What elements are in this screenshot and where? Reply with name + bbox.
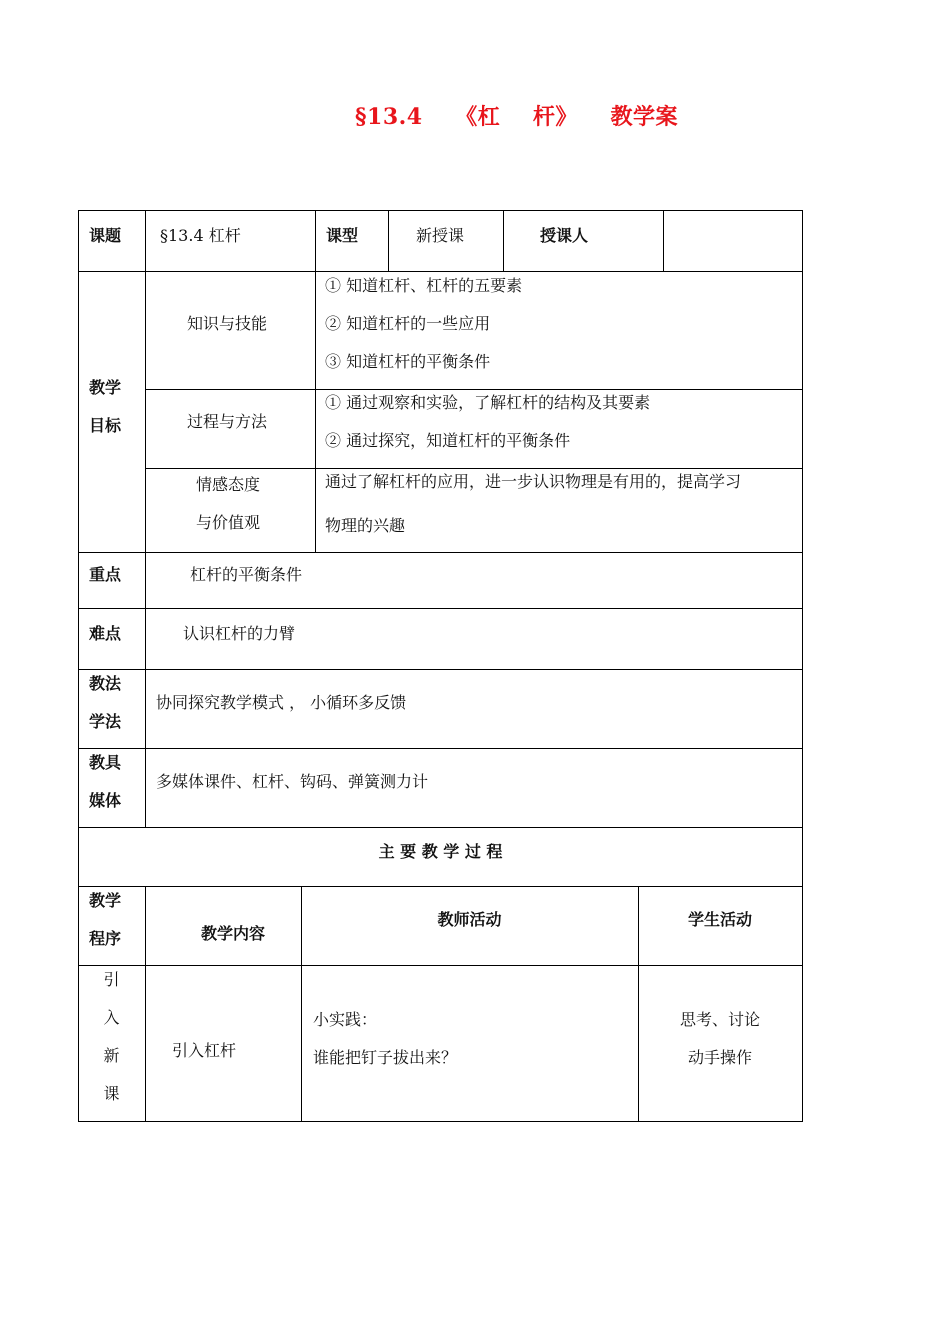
row-divider <box>145 468 803 469</box>
knowledge-label: 知识与技能 <box>187 314 268 333</box>
process-method-label: 过程与方法 <box>187 412 268 431</box>
knowledge-item: ③ 知道杠杆的平衡条件 <box>325 352 491 371</box>
method-value: 协同探究教学模式 ， 小循环多反馈 <box>156 693 407 712</box>
method-label: 教法 学法 <box>89 674 122 731</box>
difficulty-value: 认识杠杆的力臂 <box>183 624 296 643</box>
knowledge-item: ② 知道杠杆的一些应用 <box>325 314 491 333</box>
tools-label: 教具 媒体 <box>89 753 122 810</box>
step-column-header: 教学 程序 <box>89 891 122 948</box>
key-point-value: 杠杆的平衡条件 <box>190 565 303 584</box>
row-divider <box>78 271 803 272</box>
emotion-text: 通过了解杠杆的应用，进一步认识物理是有用的，提高学习 <box>325 472 742 491</box>
table-border-right <box>802 210 803 1122</box>
student-column-header: 学生活动 <box>687 910 752 929</box>
goals-label: 教学 目标 <box>89 378 122 435</box>
row-divider <box>78 965 803 966</box>
row-divider <box>145 389 803 390</box>
topic-value: §13.4 杠杆 <box>160 226 241 245</box>
teacher-label: 授课人 <box>540 226 589 245</box>
table-border-bottom <box>78 1121 803 1122</box>
lesson-type-label: 课型 <box>326 226 359 245</box>
topic-label: 课题 <box>89 226 122 245</box>
column-divider <box>663 210 664 272</box>
column-divider <box>145 210 146 827</box>
row-divider <box>78 886 803 887</box>
teacher-activity-cell: 小实践： 谁能把钉子拔出来？ <box>313 1010 458 1067</box>
table-border-top <box>78 210 803 211</box>
row-divider <box>78 669 803 670</box>
row-divider <box>78 748 803 749</box>
column-divider <box>503 210 504 272</box>
content-cell: 引入杠杆 <box>172 1041 237 1060</box>
process-method-item: ② 通过探究，知道杠杆的平衡条件 <box>325 431 571 450</box>
lesson-type-value: 新授课 <box>416 226 465 245</box>
emotion-label: 情感态度 与价值观 <box>196 475 261 532</box>
column-divider <box>145 886 146 1122</box>
tools-value: 多媒体课件、杠杆、钩码、弹簧测力计 <box>156 772 429 791</box>
key-point-label: 重点 <box>89 565 122 584</box>
step-cell: 引 入 新 课 <box>103 970 120 1103</box>
content-column-header: 教学内容 <box>200 924 265 943</box>
knowledge-item: ① 知道杠杆、杠杆的五要素 <box>325 276 523 295</box>
teacher-column-header: 教师活动 <box>437 910 502 929</box>
document-title: §13.4 《杠 杆》 教学案 <box>355 104 678 130</box>
process-method-item: ① 通过观察和实验，了解杠杆的结构及其要素 <box>325 393 651 412</box>
row-divider <box>78 827 803 828</box>
emotion-text: 物理的兴趣 <box>325 516 406 535</box>
difficulty-label: 难点 <box>89 624 122 643</box>
process-section-heading: 主 要 教 学 过 程 <box>378 842 503 861</box>
student-activity-cell: 思考、讨论 动手操作 <box>679 1010 760 1067</box>
column-divider <box>315 210 316 553</box>
row-divider <box>78 608 803 609</box>
row-divider <box>78 552 803 553</box>
column-divider <box>388 210 389 272</box>
